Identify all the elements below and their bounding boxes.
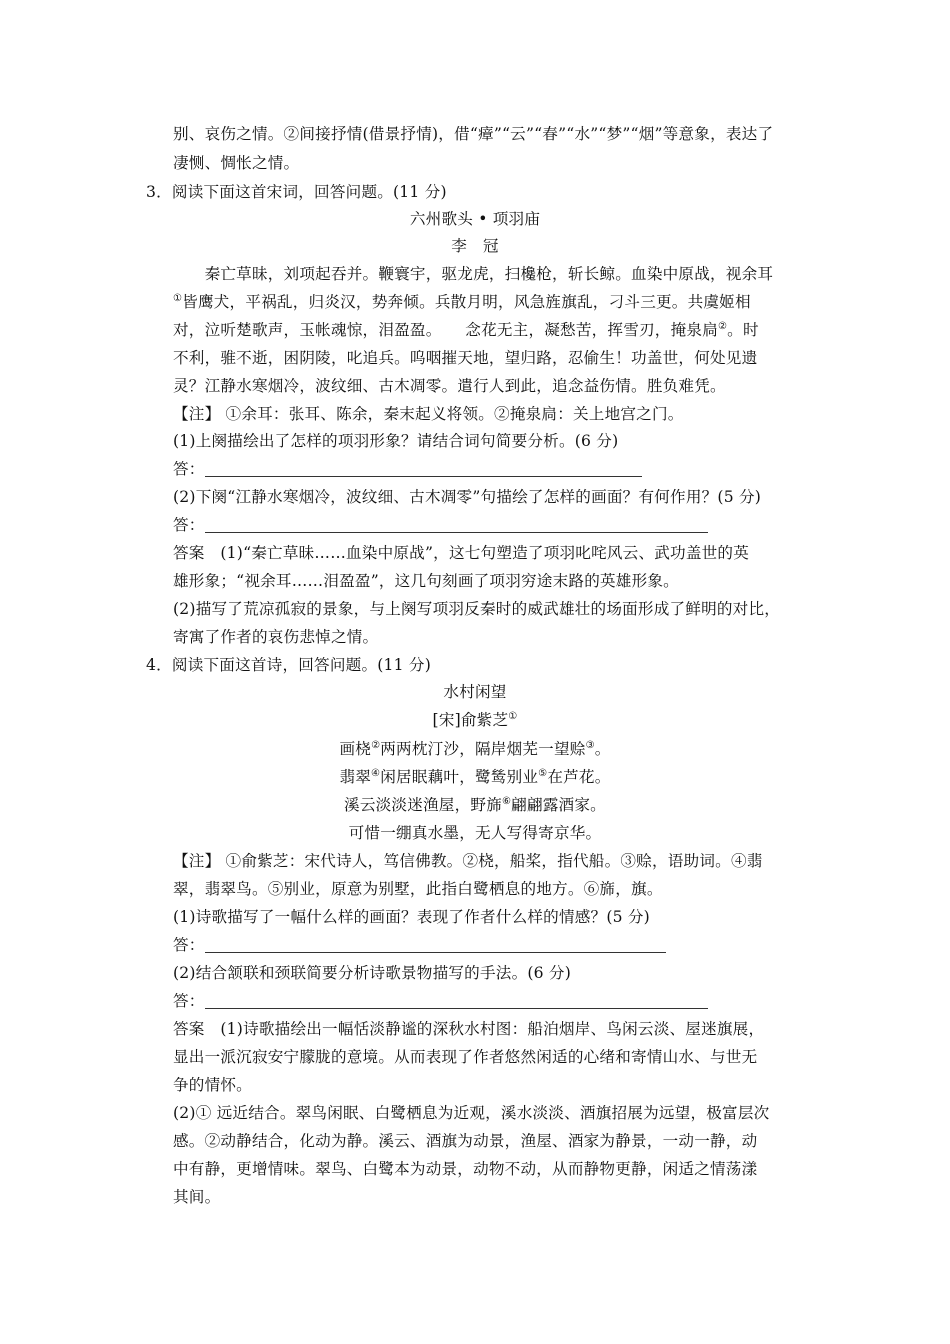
footnote-mark: ⑤: [538, 767, 548, 779]
q3-text-line: [173, 320, 759, 340]
q4-answer-line: 中有静，更增情味。翠鸟、白鹭本为动景，动物不动，从而静物更静，闲适之情荡漾: [173, 1160, 758, 1178]
footnote-mark: ①: [508, 710, 518, 722]
poem-text: 翩翩露酒家。: [511, 796, 606, 814]
q4-poem-line: [0, 739, 950, 759]
intro-line: 别、哀伤之情。②间接抒情(借景抒情)，借“瘴”“云”“春”“水”“梦”“烟”等意象，表达了: [173, 125, 774, 143]
footnote-mark: ③: [585, 739, 595, 751]
q3-poem-title: 六州歌头 • 项羽庙: [409, 210, 541, 228]
poem-text: 。: [594, 740, 611, 758]
q4-answer-label-1: 答：: [173, 936, 205, 954]
q3-text-span: 对，泣听楚歌声，玉帐魂惊，泪盈盈。 念花无主，凝愁苦，挥雪刃，掩泉扃: [173, 321, 718, 339]
q4-answer-line: 感。②动静结合，化动为静。溪云、酒旗为动景，渔屋、酒家为静景，一动一静，动: [173, 1132, 758, 1150]
question-4-heading: 4．阅读下面这首诗，回答问题。(11 分): [146, 656, 431, 674]
poem-text: 溪云淡淡迷渔屋，野旆: [344, 796, 502, 814]
q3-answer-line: 答案 (1)“秦亡草昧……血染中原战”，这七句塑造了项羽叱咤风云、武功盖世的英: [173, 544, 750, 562]
q3-answer-line: 寄寓了作者的哀伤悲悼之情。: [173, 628, 379, 646]
q3-text-line: 不利，骓不逝，困阴陵，叱追兵。呜咽摧天地，望归路，忍偷生！功盖世，何处见遗: [173, 349, 758, 367]
q3-answer-blank-1[interactable]: [205, 476, 642, 477]
q3-text-line: [173, 292, 751, 312]
footnote-mark: ①: [173, 292, 183, 304]
q4-answer-line: 其间。: [173, 1188, 221, 1206]
q3-answer-label-2: 答：: [173, 516, 205, 534]
footnote-mark: ④: [371, 767, 381, 779]
poem-text: 两两枕汀沙，隔岸烟芜一望赊: [380, 740, 586, 758]
q4-note-line: 翠，翡翠鸟。⑤别业，原意为别墅，此指白鹭栖息的地方。⑥旆，旗。: [173, 880, 663, 898]
footnote-mark: ②: [717, 320, 728, 332]
q4-poem-line: [0, 823, 950, 843]
footnote-mark: ②: [371, 739, 381, 751]
q4-poem-title: 水村闲望: [443, 683, 507, 701]
q4-answer-line: (2)① 远近结合。翠鸟闲眠、白鹭栖息为近观，溪水淡淡、酒旗招展为远望，极富层次: [173, 1104, 770, 1122]
q3-sub-question-1: (1)上阕描绘出了怎样的项羽形象？请结合词句简要分析。(6 分): [173, 432, 619, 450]
q4-answer-blank-1[interactable]: [205, 952, 666, 953]
q3-text-span: 。时: [727, 321, 759, 339]
q4-poem-author: [0, 710, 950, 730]
q4-answer-line: 答案 (1)诗歌描绘出一幅恬淡静谧的深秋水村图：船泊烟岸、鸟闲云淡、屋迷旗展，: [173, 1020, 765, 1038]
q3-sub-question-2: (2)下阕“江静水寒烟冷，波纹细、古木凋零”句描绘了怎样的画面？有何作用？(5 分): [173, 488, 762, 506]
q4-sub-question-2: (2)结合颔联和颈联简要分析诗歌景物描写的手法。(6 分): [173, 964, 571, 982]
poem-text: 在芦花。: [547, 768, 611, 786]
poem-text: 闲居眠藕叶，鹭鸶别业: [380, 768, 539, 786]
q3-poem-author: 李 冠: [451, 237, 499, 255]
q3-answer-line: 雄形象；“视余耳……泪盈盈”，这几句刻画了项羽穷途末路的英雄形象。: [173, 572, 679, 590]
q3-text-line: 灵？江静水寒烟冷，波纹细、古木凋零。遣行人到此，追念益伤情。胜负难凭。: [173, 377, 726, 395]
q3-answer-blank-2[interactable]: [205, 532, 708, 533]
intro-line: 凄恻、惆怅之情。: [173, 154, 300, 172]
q3-text-line: 秦亡草昧，刘项起吞并。鞭寰宇，驱龙虎，扫欃枪，斩长鲸。血染中原战，视余耳: [173, 265, 774, 283]
poem-text: 可惜一绷真水墨，无人写得寄京华。: [348, 824, 602, 842]
question-3-heading: 3．阅读下面这首宋词，回答问题。(11 分): [146, 183, 447, 201]
q3-note: 【注】 ①余耳：张耳、陈余，秦末起义将领。②掩泉扃：关上地宫之门。: [173, 405, 684, 423]
q4-answer-line: 争的情怀。: [173, 1076, 252, 1094]
q4-answer-line: 显出一派沉寂安宁朦胧的意境。从而表现了作者悠然闲适的心绪和寄情山水、与世无: [173, 1048, 758, 1066]
q4-poem-line: [0, 767, 950, 787]
q4-answer-label-2: 答：: [173, 992, 205, 1010]
poem-text: 翡翠: [339, 768, 372, 786]
q4-author-text: [宋]俞紫芝: [432, 711, 509, 729]
q3-answer-label-1: 答：: [173, 460, 205, 478]
footnote-mark: ⑥: [502, 795, 512, 807]
q4-note-line: 【注】 ①俞紫芝：宋代诗人，笃信佛教。②桡，船桨，指代船。③赊，语助词。④翡: [173, 852, 763, 870]
poem-text: 画桡: [339, 740, 372, 758]
q4-poem-line: [0, 795, 950, 815]
q3-answer-line: (2)描写了荒凉孤寂的景象，与上阕写项羽反秦时的威武雄壮的场面形成了鲜明的对比，: [173, 600, 781, 618]
q4-sub-question-1: (1)诗歌描写了一幅什么样的画面？表现了作者什么样的情感？(5 分): [173, 908, 650, 926]
q3-text-span: 皆鹰犬，平祸乱，归炎汉，势奔倾。兵散月明，风急旌旗乱，刁斗三更。共虞姬相: [182, 293, 751, 311]
q4-answer-blank-2[interactable]: [205, 1008, 708, 1009]
